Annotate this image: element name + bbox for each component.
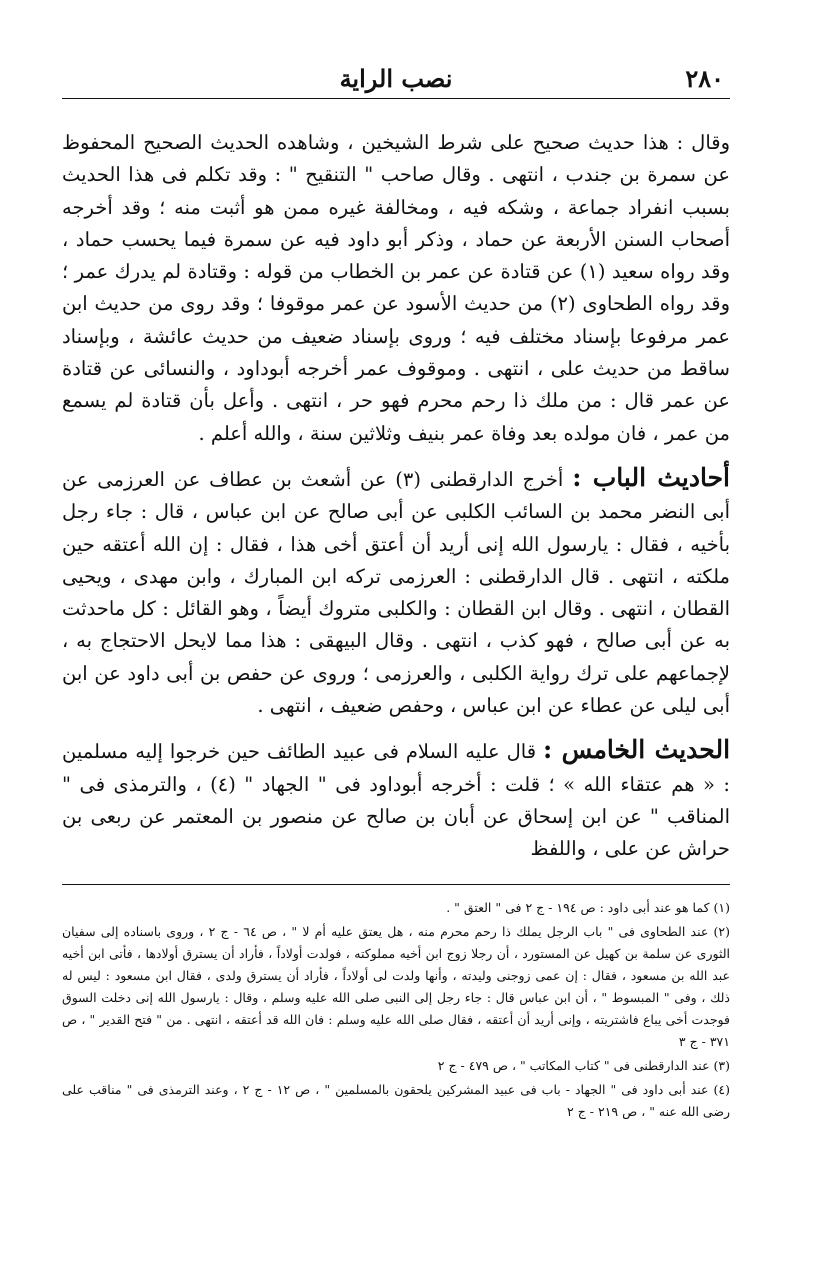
footnote-1: (١) كما هو عند أبى داود : ص ١٩٤ - ج ٢ فى " العتق " . [446,899,730,915]
book-page [62,58,730,1248]
footnote-separator [62,884,730,885]
footnote-2: (٢) عند الطحاوى فى " باب الرجل يملك ذا رحم محرم منه ، هل يعتق عليه أم لا " ، ص ٦٤ - ج ٢ ، وروى باسناده إلى سفيان الثورى عن سلمة بن كهيل عن المستورد ، أن رجلا زوج ابن أخيه مملوكته ، فولدت أولاداً ، فأراد أن يسترق أولادها ، فأتى ابن أخيه عبد الله بن مسعود ، فقال : إن عمى زوجنى وليدته ، وأنها ولدت لى أولاداً ، فأراد أن يسترق ولدى ، فقال ابن مسعود : ليس له ذلك ، وفى " المبسوط " ، أن ابن عباس قال : جاء رجل إلى النبى صلى الله عليه وسلم ، وقال : يارسول الله إنى دخلت السوق فوجدت أخى يباع فاشتريته ، وإنى أريد أن أعتقه ، فقال صلى الله عليه وسلم : فان الله قد أعتقه ، انتهى . من " فتح القدير " ، ص ٣٧١ - ج ٣ [62,923,731,1049]
main-text [62,127,730,866]
footnote-3: (٣) عند الدارقطنى فى " كتاب المكاتب " ، ص ٤٧٩ - ج ٢ [437,1057,730,1073]
book-title: نصب الراية [339,64,453,93]
footnote-4: (٤) عند أبى داود فى " الجهاد - باب فى عبيد المشركين يلحقون بالمسلمين " ، ص ١٢ - ج ٢ ، وعند الترمذى فى " مناقب على رضى الله عنه " ، ص ٢١٩ - ج ٢ [62,1081,730,1119]
paragraph-1-text: وقال : هذا حديث صحيح على شرط الشيخين ، وشاهده الحديث الصحيح المحفوظ عن سمرة بن جندب ، انتهى . وقال صاحب " التنقيح " : وقد تكلم فى هذا الحديث بسبب انفراد جماعة ، وشكه فيه ، ومخالفة غيره ممن هو أثبت منه ؛ وقد أخرجه أصحاب السنن الأربعة عن حماد ، وذكر أبو داود فيه عن سمرة فيما يحسب حماد ، وقد رواه سعيد (١) عن قتادة عن عمر بن الخطاب من قوله : وقتادة لم يدرك عمر ؛ وقد رواه الطحاوى (٢) من حديث الأسود عن عمر موقوفا ؛ وقد روى من حديث ابن عمر مرفوعا بإسناد مختلف فيه ؛ وروى بإسناد ضعيف من حديث عائشة ، وبإسناد ساقط من حديث على ، انتهى . وموقوف عمر أخرجه أبوداود ، والنسائى عن قتادة عن عمر قال : من ملك ذا رحم محرم فهو حر ، انتهى . وأعل بأن قتادة لم يسمع من عمر ، فان مولده بعد وفاة عمر بنيف وثلاثين سنة ، والله أعلم . [62,131,730,445]
section-heading-ahadith-al-bab: أحاديث الباب : [572,462,731,492]
section-heading-hadith-5: الحديث الخامس : [542,735,731,765]
paragraph-1 [62,127,730,450]
paragraph-2-text: أخرج الدارقطنى (٣) عن أشعث بن عطاف عن العرزمى عن أبى النضر محمد بن السائب الكلبى عن أبى صالح عن ابن عباس ، قال : جاء رجل بأخيه ، فقال : يارسول الله إنى أريد أن أعتق أخى هذا ، فقال : إن الله أعتقه حين ملكته ، انتهى . قال الدارقطنى : العرزمى تركه ابن المبارك ، وابن مهدى ، ويحيى القطان ، انتهى . وقال ابن القطان : والكلبى متروك أيضاً ، وهو القائل : كل ماحدثت به عن أبى صالح ، فهو كذب ، انتهى . وقال البيهقى : هذا مما لايحل الاحتجاج به ، لإجماعهم على ترك رواية الكلبى ، والعرزمى ؛ وروى عن حفص بن أبى داود عن ابن أبى ليلى عن عطاء عن ابن عباس ، وحفص ضعيف ، انتهى . [62,467,730,718]
footnotes [62,897,730,1123]
paragraph-2 [62,462,730,722]
paragraph-3-text: قال عليه السلام فى عبيد الطائف حين خرجوا إليه مسلمين : « هم عتقاء الله » ؛ قلت : أخرجه أبوداود فى " الجهاد " (٤) ، والترمذى فى " المناقب " عن ابن إسحاق عن أبان بن صالح عن منصور بن المعتمر عن ربعى بن حراش عن على ، واللفظ [62,740,731,861]
paragraph-3 [62,734,730,865]
page-header [62,58,730,99]
page-number: ٢٨٠ [685,64,724,93]
